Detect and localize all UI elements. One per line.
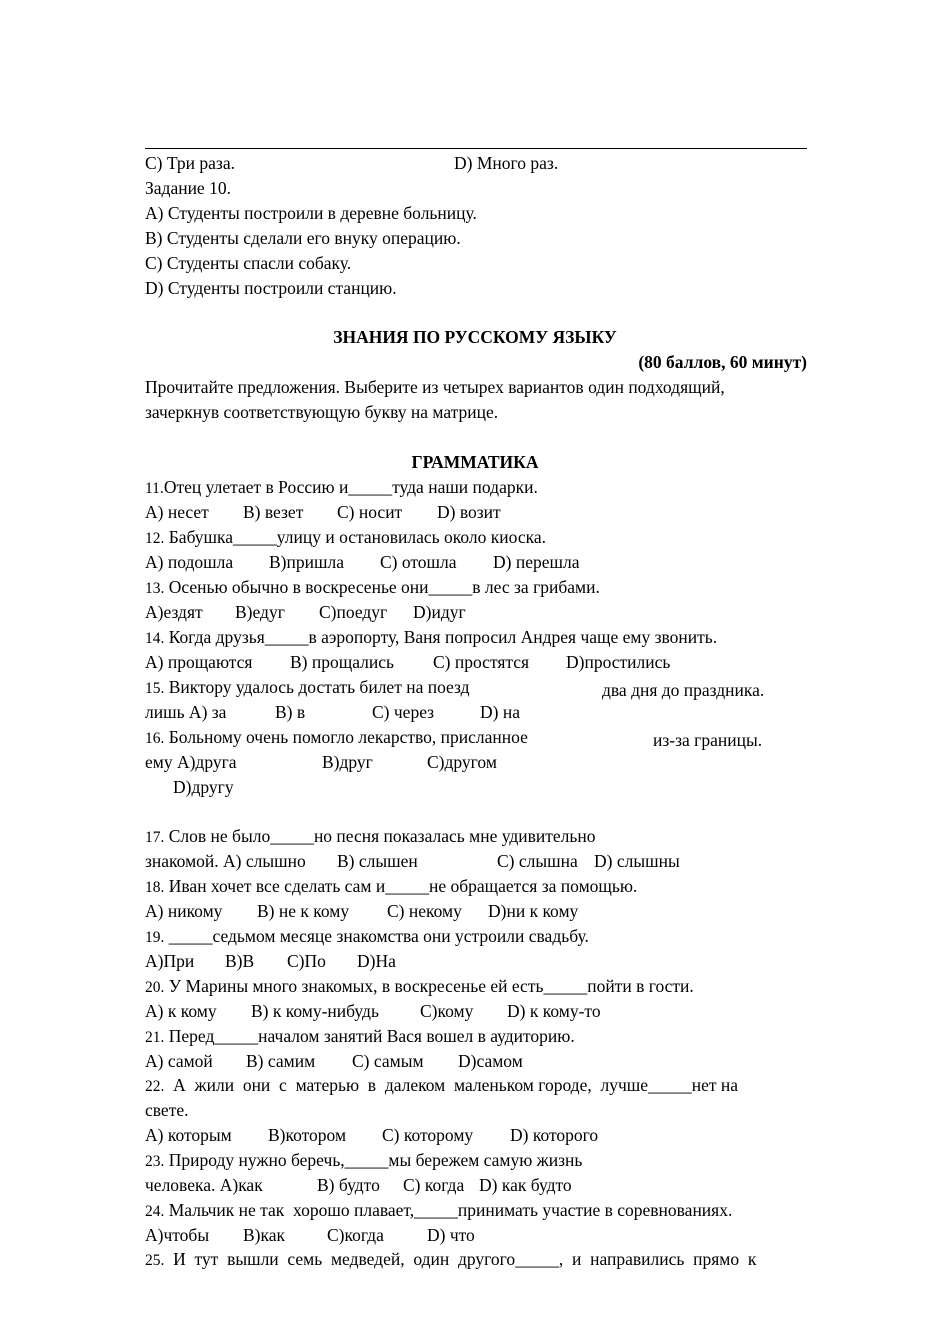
question-13: 13. Осенью обычно в воскресенье они_____в лес за грибами. — [145, 577, 600, 597]
question-16: 16. Больному очень помогло лекарство, присланное — [145, 727, 528, 747]
question-15: 15. Виктору удалось достать билет на поезд — [145, 677, 470, 697]
task-10-option-d: D) Студенты построили станцию. — [145, 278, 397, 298]
question-20: 20. У Марины много знакомых, в воскресенье ей есть_____пойти в гости. — [145, 976, 694, 996]
question-13-options: А)ездят В)едуг С)поедуг D)идуг — [145, 602, 466, 622]
question-11: 11.Отец улетает в Россию и_____туда наши подарки. — [145, 477, 538, 497]
question-19-options: А)При В)В С)По D)На — [145, 951, 396, 971]
instructions-line-2: зачеркнув соответствующую букву на матрице. — [145, 402, 499, 422]
question-24: 24. Мальчик не так хорошо плавает,_____принимать участие в соревнованиях. — [145, 1200, 733, 1220]
section-meta: (80 баллов, 60 минут) — [638, 352, 807, 372]
question-12: 12. Бабушка_____улицу и остановилась около киоска. — [145, 527, 546, 547]
question-22-options: А) которым В)котором С) которому D) которого — [145, 1125, 599, 1145]
question-22-line-2: свете. — [145, 1100, 189, 1120]
question-16-option-d: D)другу — [173, 777, 234, 797]
question-23-options: человека. А)как В) будто С) когда D) как будто — [145, 1175, 572, 1195]
task-10-option-c: С) Студенты спасли собаку. — [145, 253, 352, 273]
task-10-heading: Задание 10. — [145, 178, 231, 198]
question-20-options: А) к кому В) к кому-нибудь С)кому D) к кому-то — [145, 1001, 601, 1021]
instructions-line-1: Прочитайте предложения. Выберите из четырех вариантов один подходящий, — [145, 377, 725, 397]
question-17: 17. Слов не было_____но песня показалась мне удивительно — [145, 826, 596, 846]
question-21: 21. Перед_____началом занятий Вася вошел в аудиторию. — [145, 1026, 575, 1046]
section-title: ЗНАНИЯ ПО РУССКОМУ ЯЗЫКУ — [333, 327, 617, 347]
question-18: 18. Иван хочет все сделать сам и_____не обращается за помощью. — [145, 876, 638, 896]
question-18-options: А) никому В) не к кому С) некому D)ни к кому — [145, 901, 579, 921]
question-23: 23. Природу нужно беречь,_____мы бережем самую жизнь — [145, 1150, 583, 1170]
grammar-subtitle: ГРАММАТИКА — [411, 452, 539, 472]
option-c: C) Три раза. — [145, 153, 235, 173]
question-15-options: лишь А) за В) в С) через D) на — [145, 702, 520, 722]
question-21-options: А) самой В) самим С) самым D)самом — [145, 1051, 523, 1071]
question-11-options: А) несет В) везет С) носит D) возит — [145, 502, 501, 522]
question-24-options: А)чтобы В)как С)когда D) что — [145, 1225, 475, 1245]
question-17-options: знакомой. А) слышно В) слышен С) слышна D) слышны — [145, 851, 680, 871]
question-25: 25. И тут вышли семь медведей, один другого_____, и направились прямо к — [145, 1249, 757, 1269]
question-22: 22. А жили они с матерью в далеком маленьком городе, лучше_____нет на — [145, 1075, 739, 1095]
option-d: D) Много раз. — [454, 153, 559, 173]
question-19: 19. _____седьмом месяце знакомства они устроили свадьбу. — [145, 926, 589, 946]
question-16-continuation: из-за границы. — [653, 730, 763, 750]
horizontal-rule — [145, 148, 807, 149]
task-10-option-a: А) Студенты построили в деревне больницу. — [145, 203, 477, 223]
question-16-options: ему А)друга В)друг С)другом — [145, 752, 497, 772]
question-14-options: А) прощаются В) прощались С) простятся D)простились — [145, 652, 671, 672]
question-14: 14. Когда друзья_____в аэропорту, Ваня попросил Андрея чаще ему звонить. — [145, 627, 718, 647]
question-12-options: А) подошла В)пришла С) отошла D) перешла — [145, 552, 580, 572]
question-15-continuation: два дня до праздника. — [602, 680, 765, 700]
task-10-option-b: В) Студенты сделали его внуку операцию. — [145, 228, 461, 248]
